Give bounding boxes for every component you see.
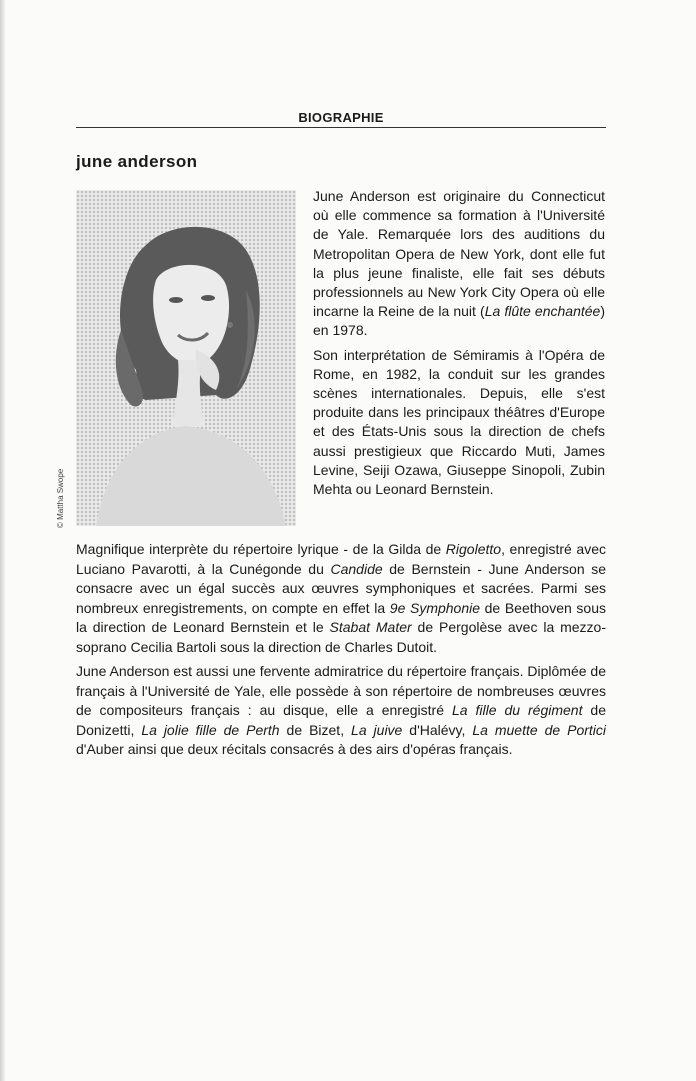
biography-body bbox=[76, 540, 606, 765]
paragraph-2: Son interprétation de Sémiramis à l'Opéra de Rome, en 1982, la conduit sur les grandes scènes internationales. Depuis, elle s'est produite dans les principaux théâtres d'Europe et des États-Unis sous la direction de chefs aussi prestigieux que Riccardo Muti, James Levine, Seiji Ozawa, Giuseppe Sinopoli, Zubin Mehta ou Leonard Bernstein. bbox=[313, 346, 605, 498]
paragraph-1: June Anderson est originaire du Connecticut où elle commence sa formation à l'Université de Yale. Remarquée lors des auditions du Metropolitan Opera de New York, dont elle fut la plus jeune finaliste, elle fait ses débuts professionnels au New York City Opera où elle incarne la Reine de la nuit (La flûte enchantée) en 1978. bbox=[313, 188, 605, 339]
biography-intro bbox=[313, 187, 605, 504]
portrait-photo bbox=[76, 190, 296, 526]
heading-rule bbox=[76, 127, 606, 128]
page-edge bbox=[0, 0, 6, 1081]
paragraph-3: Magnifique interprète du répertoire lyrique - de la Gilda de Rigoletto, enregistré avec Luciano Pavarotti, à la Cunégonde du Candide de Bernstein - June Anderson se consacre avec un égal succès aux œuvres symphoniques et sacrées. Parmi ses nombreux enregistrements, on compte en effet la 9e Symphonie de Beethoven sous la direction de Leonard Bernstein et le Stabat Mater de Pergolèse avec la mezzo-soprano Cecilia Bartoli sous la direction de Charles Dutoit. bbox=[76, 541, 606, 655]
portrait-illustration bbox=[76, 190, 296, 526]
section-heading: BIOGRAPHIE bbox=[298, 110, 384, 125]
artist-name: june anderson bbox=[76, 152, 198, 171]
paragraph-4: June Anderson est aussi une fervente admiratrice du répertoire français. Diplômée de français à l'Université de Yale, elle possède à son répertoire de nombreuses œuvres de compositeurs français : au disque, elle a enregistré La fille du régiment de Donizetti, La jolie fille de Perth de Bizet, La juive d'Halévy, La muette de Portici d'Auber ainsi que deux récitals consacrés à des airs d'opéras français. bbox=[76, 663, 607, 757]
photo-credit: © Mattha Swope bbox=[56, 468, 65, 528]
